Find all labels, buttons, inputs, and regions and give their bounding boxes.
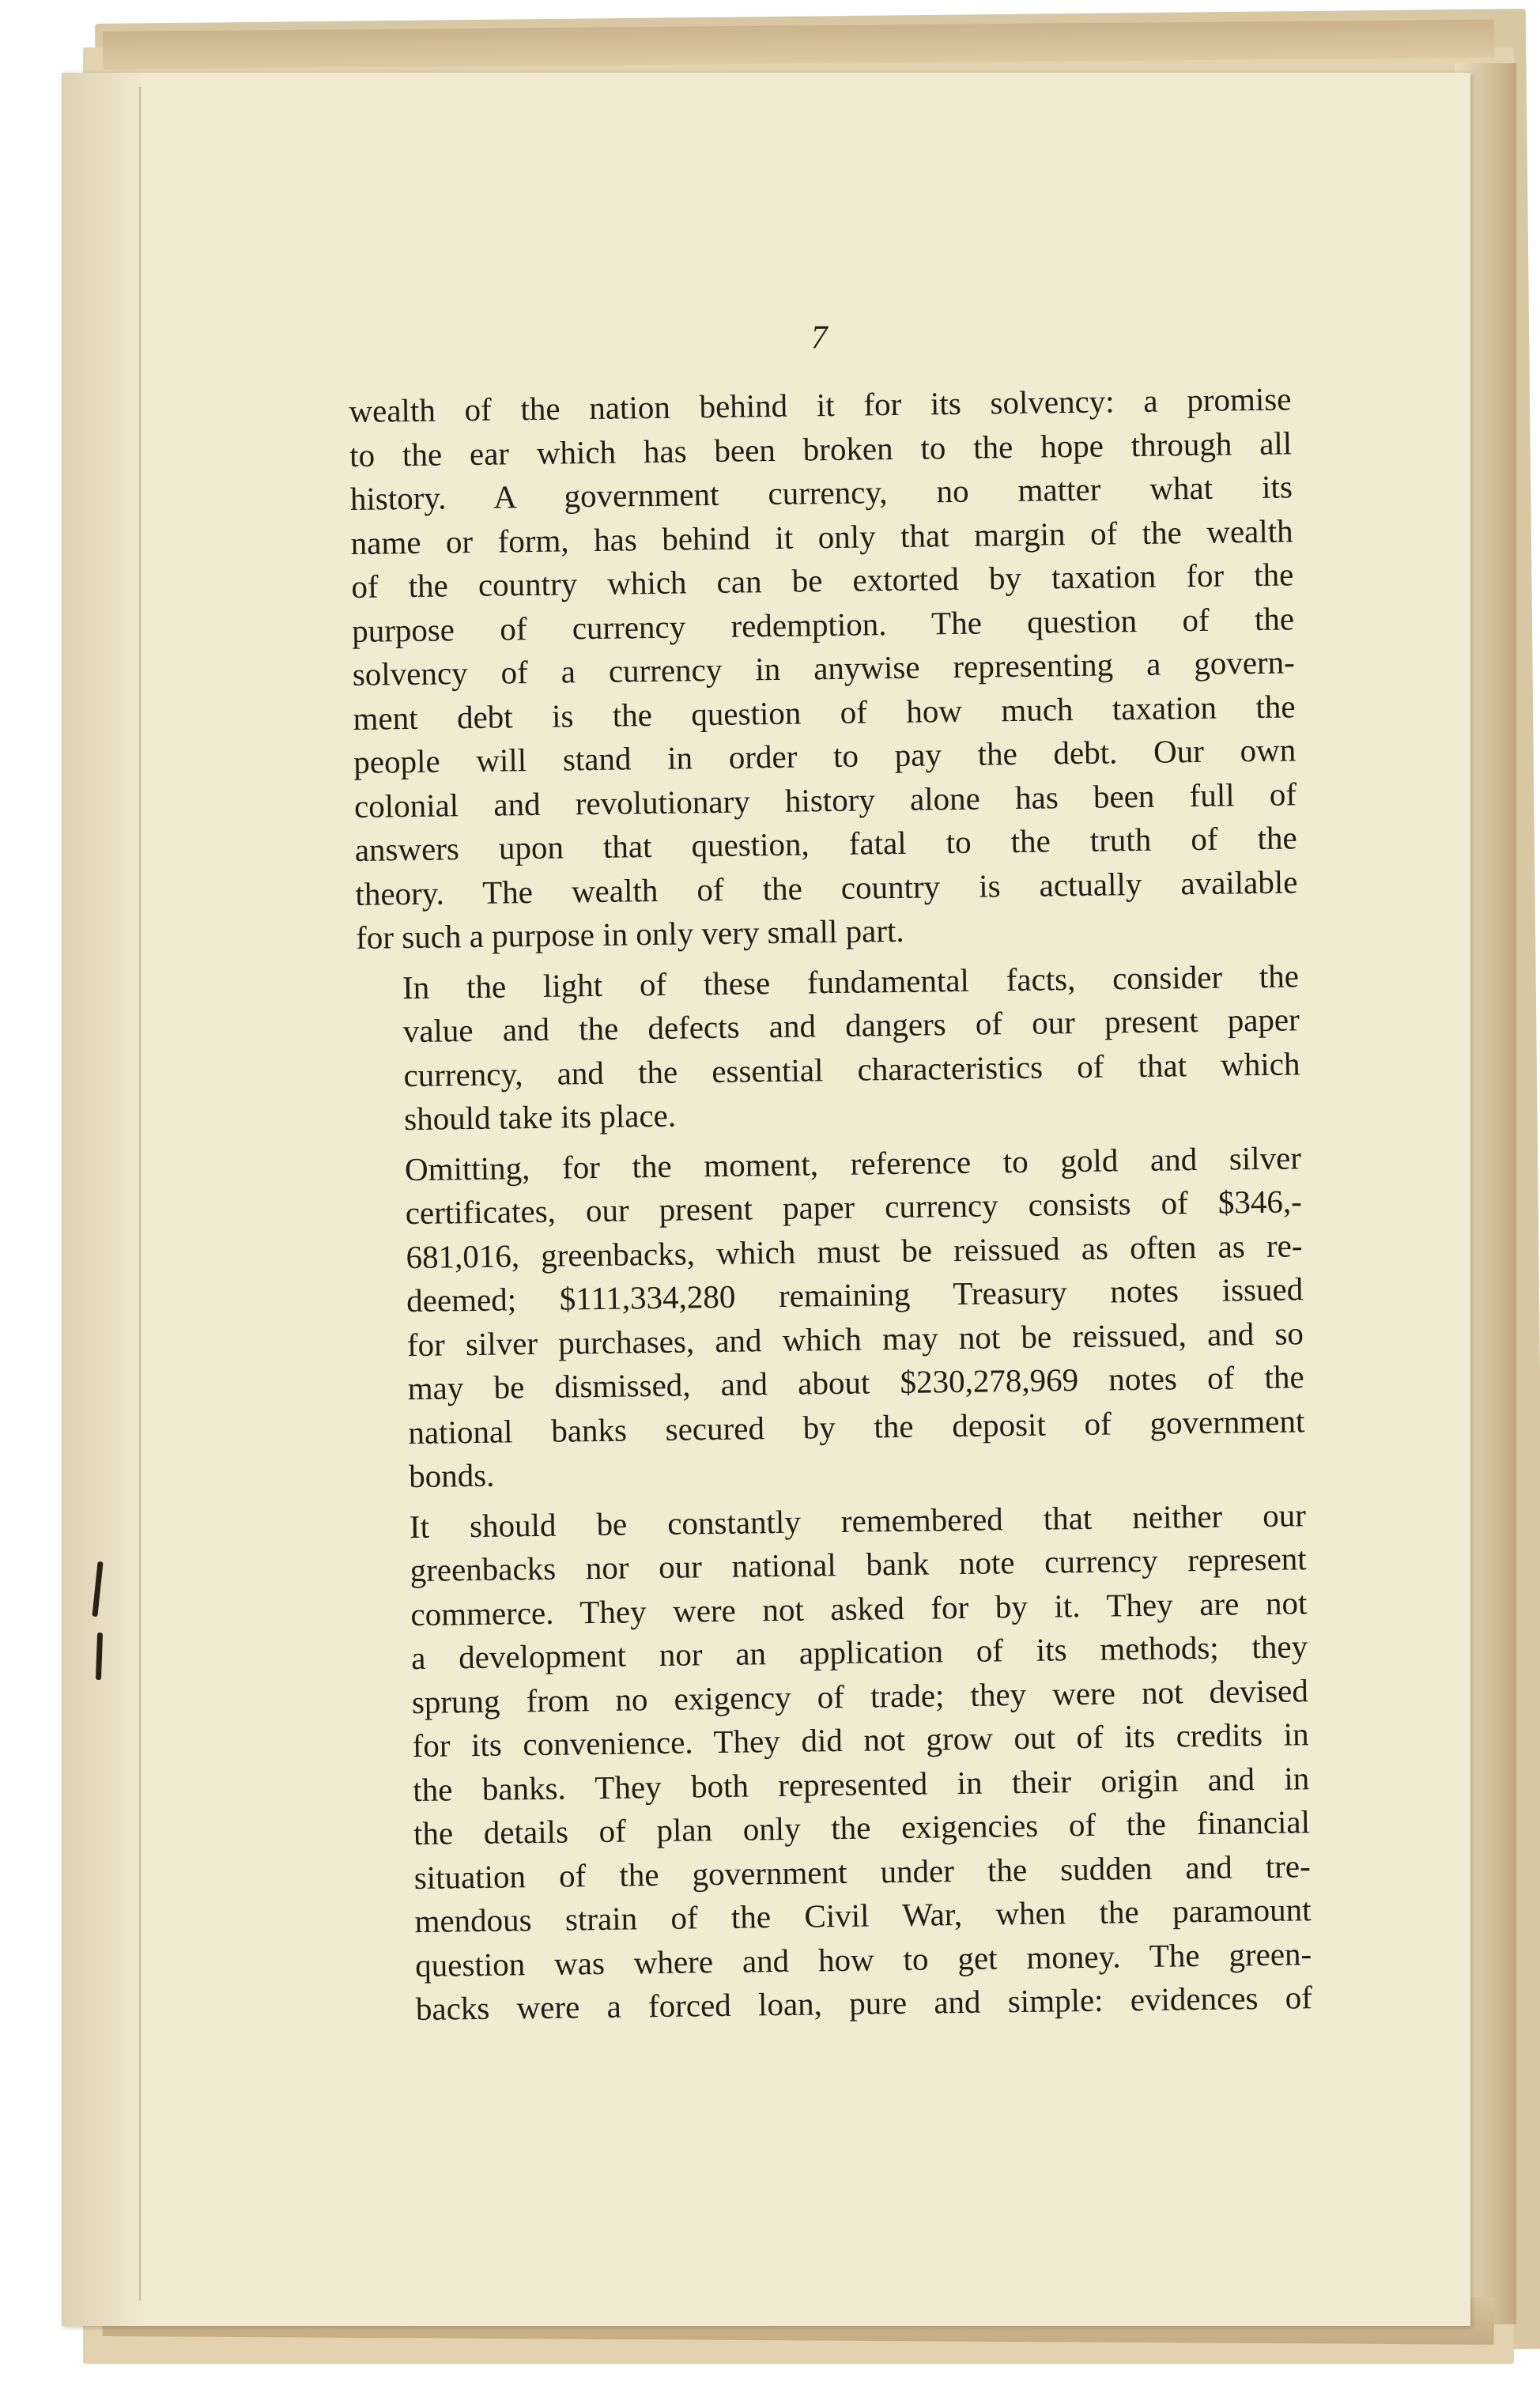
text-line: commerce. They were not asked for by it. They are not [410, 1584, 1308, 1633]
paragraph-3 [359, 1136, 1306, 1500]
text-line: solvency of a currency in anywise representing a govern- [352, 644, 1296, 693]
text-line: for such a purpose in only very small part. [355, 912, 904, 956]
text-line: a development nor an application of its methods; they [410, 1628, 1308, 1677]
text-line: bonds. [408, 1456, 495, 1495]
binding-fold-line [139, 87, 141, 2301]
text-line: mendous strain of the Civil War, when the paramount [414, 1891, 1312, 1940]
text-line: ment debt is the question of how much taxation the [353, 687, 1296, 737]
text-line: In the light of these fundamental facts, consider the [402, 957, 1300, 1006]
paragraph-2 [357, 954, 1301, 1142]
text-line: colonial and revolutionary history alone has been full of [353, 775, 1297, 825]
text-line: the details of plan only the exigencies of the financial [413, 1803, 1311, 1852]
text-line: people will stand in order to pay the debt. Our own [353, 731, 1297, 780]
text-line: question was where and how to get money. The green- [414, 1935, 1312, 1984]
text-line: value and the defects and dangers of our present paper [402, 1001, 1300, 1050]
text-line: name or form, has behind it only that margin of the wealth [350, 512, 1293, 561]
text-line: It should be constantly remembered that neither our [409, 1496, 1307, 1545]
text-line: for its convenience. They did not grow out of its credits in [412, 1716, 1309, 1765]
page-number: 7 [810, 319, 829, 357]
text-line: currency, and the essential characteristics of that which [403, 1044, 1300, 1093]
text-line: may be dismissed, and about $230,278,969 notes of the [407, 1358, 1304, 1407]
text-line: sprung from no exigency of trade; they were not devised [411, 1671, 1309, 1720]
text-line: of the country which can be extorted by taxation for the [351, 556, 1294, 605]
text-line: for silver purchases, and which may not be reissued, and so [406, 1314, 1304, 1363]
text-line: theory. The wealth of the country is actually available [355, 863, 1298, 912]
text-line: should take its place. [403, 1097, 677, 1138]
text-line: certificates, our present paper currency consists of $346,- [405, 1183, 1302, 1232]
text-line: national banks secured by the deposit of government [408, 1402, 1305, 1451]
paragraph-4 [364, 1493, 1313, 2033]
text-line: wealth of the nation behind it for its solvency: a promise [349, 380, 1292, 429]
text-line: Omitting, for the moment, reference to gold and silver [404, 1138, 1302, 1187]
paragraph-1 [349, 377, 1298, 960]
text-line: history. A government currency, no matter what its [349, 468, 1293, 517]
text-line: backs were a forced loan, pure and simple: evidences of [415, 1979, 1313, 2028]
text-line: answers upon that question, fatal to the truth of the [354, 819, 1297, 868]
text-line: to the ear which has been broken to the hope through all [349, 424, 1293, 474]
text-line: the banks. They both represented in their origin and in [413, 1759, 1310, 1808]
text-line: greenbacks nor our national bank note currency represent [410, 1540, 1307, 1589]
text-line: 681,016, greenbacks, which must be reissued as often as re- [406, 1226, 1303, 1275]
text-line: deemed; $111,334,280 remaining Treasury notes issued [406, 1270, 1304, 1319]
text-line: purpose of currency redemption. The question of the [351, 599, 1295, 649]
text-line: situation of the government under the sudden and tre- [413, 1847, 1311, 1896]
page-text-block [348, 308, 1312, 2032]
